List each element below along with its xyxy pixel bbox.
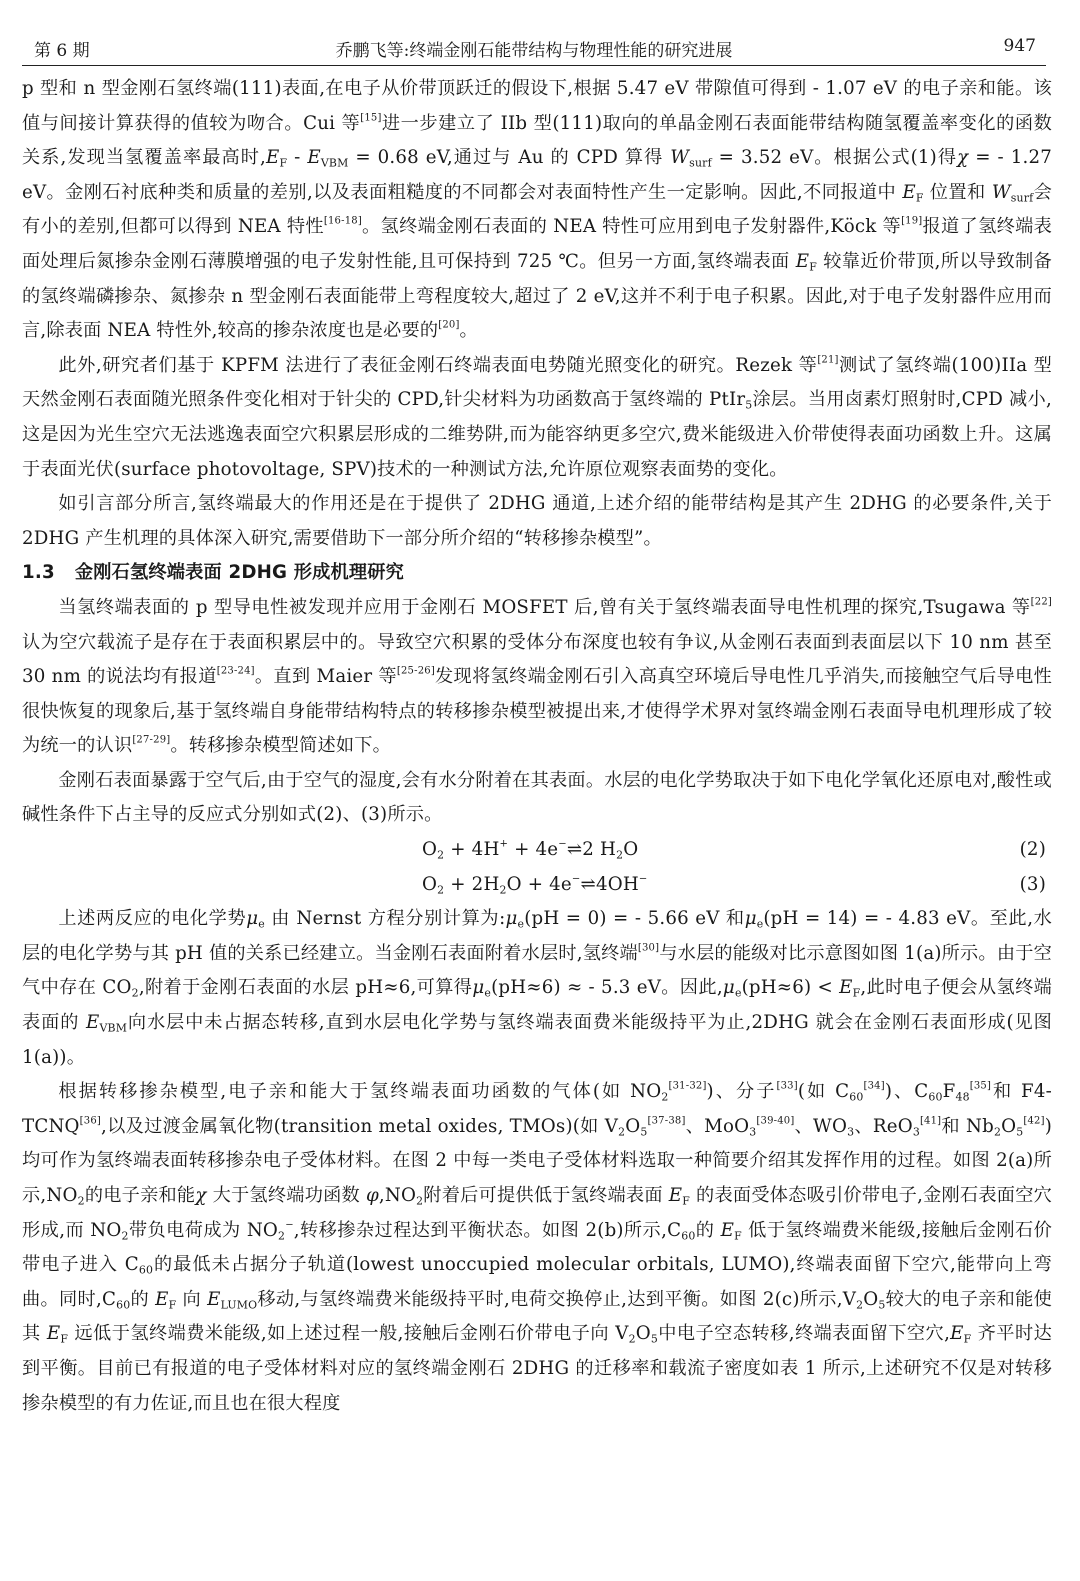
citation: [30] — [637, 942, 660, 954]
paragraph-7: 根据转移掺杂模型,电子亲和能大于氢终端表面功函数的气体(如 $NO_2[31-32]$)、分子[33](如 $C_{60}[34]$)、$C_{60}F_{48}[35]$和 F4-TCNQ[36],以及过渡金属氧化物(transition metal oxides, TMOs)(如 $V_2O_5[37-38]$、MoO$_3$[39-40]、$WO_3$、ReO$_3$[41]和 $Nb_2O_5[42]$)均可作为氢终端表面转移掺杂电子受体材料。在图 2 中每一类电子受体材料选取一种简要介绍其发挥作用的过程。如图 2(a)所示$,NO_2$的电子亲和能χ 大于氢终端功函数 $\varphi,NO_2$附着后可提供低于氢终端表面 $E_F$ 的表面受体态吸引价带电子,金刚石表面空穴形成,而 $NO_2$带负电荷成为 $NO_2^-$,转移掺杂过程达到平衡状态。如图 2(b)所示$,C_{60}$的 $E_F$ 低于氢终端费米能级,接触后金刚石价带电子进入 $C_{60}$的最低未占据分子轨道(lowest unoccupied molecular orbitals, LUMO),终端表面留下空穴,能带向上弯曲。同时$,C_{60}$的 $E_F$ 向 $E_{LUMO}$移动,与氢终端费米能级持平时,电荷交换停止,达到平衡。如图 2(c)所示$,V_2O_5$较大的电子亲和能使其 $E_F$ 远低于氢终端费米能级,如上述过程一般,接触后金刚石价带电子向 $V_2O_5$中电子空态转移,终端表面留下空穴$,E_F$ 齐平时达到平衡。目前已有报道的电子受体材料对应的氢终端金刚石 2DHG 的迁移率和载流子密度如表 1 所示,上述研究不仅是对转移掺杂模型的有力佐证,而且也在很大程度 — [22, 1080, 1053, 1414]
citation: [21] — [817, 354, 839, 366]
paragraph-4: 当氢终端表面的 p 型导电性被发现并应用于金刚石 MOSFET 后,曾有关于氢终端表面导电性机理的探究,Tsugawa 等[22]认为空穴载流子是存在于表面积累层中的。导致空穴积累的受体分布深度也较有争议,从金刚石表面到表面层以下 10 nm 甚至 30 nm 的说法均有报道[23-24]。直到 Maier 等[25-26]发现将氢终端金刚石引入高真空环境后导电性几乎消失,而接触空气后导电性很快恢复的现象后,基于氢终端自身能带结构特点的转移掺杂模型被提出来,才使得学术界对氢终端金刚石表面导电机理形成了较为统一的认识[27-29]。转移掺杂模型简述如下。 — [22, 596, 1052, 757]
paragraph-2: 此外,研究者们基于 KPFM 法进行了表征金刚石终端表面电势随光照变化的研究。Rezek 等[21]测试了氢终端(100)IIa 型天然金刚石表面随光照条件变化相对于针尖的 CPD,针尖材料为功函数高于氢终端的 PtIr$_5$涂层。当用卤素灯照射时,CPD 减小,这是因为光生空穴无法逃逸表面空穴积累层形成的二维势阱,而为能容纳更多空穴,费米能级进入价带使得表面功函数上升。这属于表面光伏(surface photovoltage, SPV)技术的一种测试方法,允许原位观察表面势的变化。 — [22, 354, 1052, 480]
paragraph-6: 上述两反应的电化学势$\mu_e$ 由 Nernst 方程分别计算为$:\mu_e(pH = 0)$ = - 5.66 eV 和$\mu_e(pH = 14)$ = - 4.83 eV。至此,水层的电化学势与其 pH 值的关系已经建立。当金刚石表面附着水层时,氢终端[30]与水层的能级对比示意图如图 1(a)所示。由于空气中存在 $CO_2$,附着于金刚石表面的水层 pH≈6,可算得$\mu_e(pH\approx 6)$ ≈ - 5.3 eV。因此$,\mu_e(pH\approx 6) < E_F$,此时电子便会从氢终端表面的 $E_{VBM}$向水层中未占据态转移,直到水层电化学势与氢终端表面费米能级持平为止,2DHG 就会在金刚石表面形成(见图 1(a))。 — [22, 908, 1053, 1068]
citation: [36] — [79, 1115, 101, 1127]
citation: [23-24] — [216, 665, 255, 677]
running-title: 乔鹏飞等:终端金刚石能带结构与物理性能的研究进展 — [335, 41, 733, 61]
section-heading — [22, 556, 1052, 591]
citation: [42] — [1023, 1115, 1045, 1127]
section-number: 1.3 — [22, 562, 55, 584]
citation: [41] — [919, 1115, 942, 1127]
citation: [31-32] — [668, 1080, 707, 1092]
section-title: 金刚石氢终端表面 2DHG 形成机理研究 — [74, 562, 405, 584]
citation: [33] — [776, 1080, 798, 1092]
citation: [37-38] — [647, 1115, 686, 1127]
paragraph-3: 如引言部分所言,氢终端最大的作用还是在于提供了 2DHG 通道,上述介绍的能带结构是其产生 2DHG 的必要条件,关于 2DHG 产生机理的具体深入研究,需要借助下一部分所介绍的“转移掺杂模型”。 — [22, 493, 1052, 549]
equation-number: (2) — [1019, 839, 1046, 861]
citation: [15] — [360, 112, 382, 124]
citation: [39-40] — [756, 1115, 795, 1127]
citation: [16-18] — [323, 215, 362, 227]
equation-2: $O_2 + 4H^+$ + 4e−⇌2 $H_2O$ (2) — [22, 833, 1052, 868]
citation: [27-29] — [132, 734, 171, 746]
citation: [19] — [901, 215, 923, 227]
citation: [22] — [1030, 596, 1052, 608]
paragraph-1: p 型和 n 型金刚石氢终端(111)表面,在电子从价带顶跃迁的假设下,根据 5.47 eV 带隙值可得到 - 1.07 eV 的电子亲和能。该值与间接计算获得的值较为吻合。Cui 等[15]进一步建立了 IIb 型(111)取向的单晶金刚石表面能带结构随氢覆盖率变化的函数关系,发现当氢覆盖率最高时$,E_F - E_{VBM} = 0.68$ eV,通过与 Au 的 CPD 算得 $W_{surf} = 3.52$ eV。根据公式(1)得χ = - 1.27 eV。金刚石衬底种类和质量的差别,以及表面粗糙度的不同都会对表面特性产生一定影响。因此,不同报道中 $E_F$ 位置和 $W_{surf}$会有小的差别,但都可以得到 NEA 特性[16-18]。氢终端金刚石表面的 NEA 特性可应用到电子发射器件,Köck 等[19]报道了氢终端表面处理后氮掺杂金刚石薄膜增强的电子发射性能,且可保持到 725 ℃。但另一方面,氢终端表面 $E_F$ 较靠近价带顶,所以导致制备的氢终端磷掺杂、氮掺杂 n 型金刚石表面能带上弯程度较大,超过了 2 eV,这并不利于电子积累。因此,对于电子发射器件应用而言,除表面 NEA 特性外,较高的掺杂浓度也是必要的[20]。 — [22, 78, 1052, 342]
citation: [35] — [969, 1080, 992, 1092]
issue-label: 第 6 期 — [34, 41, 90, 61]
running-header — [22, 30, 1046, 64]
equation-3: $O_2 + 2H_2O$ + 4e−⇌4OH− (3) — [22, 868, 1052, 903]
page-number: 947 — [1003, 36, 1036, 56]
citation: [34] — [863, 1080, 885, 1092]
citation: [25-26] — [396, 665, 435, 677]
paragraph-5: 金刚石表面暴露于空气后,由于空气的湿度,会有水分附着在其表面。水层的电化学势取决于如下电化学氧化还原电对,酸性或碱性条件下占主导的反应式分别如式(2)、(3)所示。 — [22, 769, 1052, 826]
citation: [20] — [438, 319, 460, 331]
header-rule — [22, 65, 1046, 66]
equation-number: (3) — [1019, 873, 1046, 895]
article-body — [22, 72, 1052, 1421]
